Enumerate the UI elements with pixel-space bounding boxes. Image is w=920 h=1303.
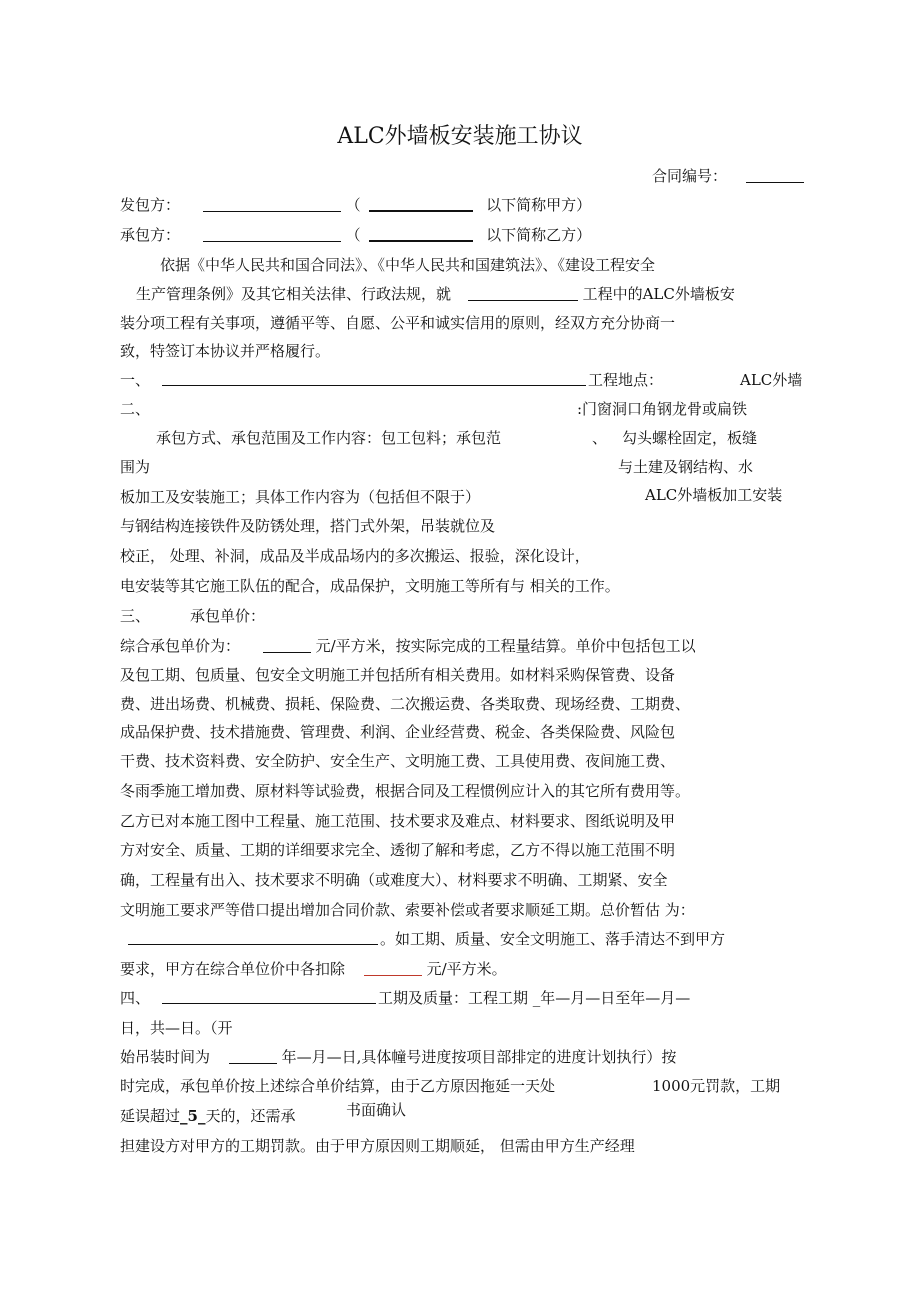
section-3-line-6: 冬雨季施工增加费、原材料等试验费，根据合同及工程惯例应计入的其它所有费用等。	[120, 782, 691, 800]
document-title: ALC外墙板安装施工协议	[337, 124, 583, 149]
deduction-label: 要求，甲方在综合单位价中各扣除	[120, 960, 346, 978]
section-2-line-1: 承包方式、承包范围及工作内容：包工包料；承包范	[156, 429, 502, 447]
section-4-blank	[162, 1003, 376, 1004]
delay-text: 天的，还需承	[205, 1107, 296, 1125]
section-3-title: 承包单价：	[190, 607, 266, 625]
party-a-short-blank	[369, 195, 473, 212]
party-b-name-blank	[203, 226, 341, 242]
intro-line-3: 装分项工程有关事项，遵循平等、自愿、公平和诚实信用的原则，经双方充分协商一	[120, 314, 676, 332]
section-3-line-3: 费、进出场费、机械费、损耗、保险费、二次搬运费、各类取费、现场经费、工期费、	[120, 695, 691, 713]
section-2-line-5: 校正， 处理、补洞，成品及半成品场内的多次搬运、报验，深化设计，	[120, 547, 590, 565]
party-a-label: 发包方：	[120, 196, 181, 214]
section-1-location-label: 工程地点：	[588, 371, 664, 389]
intro-line-2	[136, 284, 735, 304]
section-2-number: 二、	[120, 400, 151, 418]
section-2-line-3: 板加工及安装施工；具体工作内容为（包括但不限于）	[120, 488, 481, 506]
deduction-blank	[364, 960, 422, 976]
section-4-line-4a: 时完成，承包单价按上述综合单价结算，由于乙方原因拖延一天处	[120, 1077, 556, 1095]
section-2-right-1: :门窗洞口角钢龙骨或扁铁	[577, 400, 748, 418]
section-3-line-2: 及包工期、包质量、包安全文明施工并包括所有相关费用。如材料采购保管费、设备	[120, 666, 676, 684]
section-3-line-4: 成品保护费、技术措施费、管理费、利润、企业经营费、税金、各类保险费、风险包	[120, 723, 676, 741]
written-confirmation: 书面确认	[346, 1101, 407, 1119]
party-a-name-blank	[203, 196, 341, 212]
section-3-line-1	[120, 636, 696, 656]
start-time-label: 始吊装时间为	[120, 1048, 211, 1066]
section-3-line-8: 方对安全、质量、工期的详细要求完全、透彻了解和考虑，乙方不得以施工范围不明	[120, 841, 676, 859]
contract-number-blank	[746, 167, 804, 183]
delay-days: _5_	[180, 1107, 206, 1125]
section-2-right-4: ALC外墙板加工安装	[645, 486, 783, 504]
section-3-line-7: 乙方已对本施工图中工程量、施工范围、技术要求及难点、材料要求、图纸说明及甲	[120, 812, 676, 830]
section-2-right-3: 与土建及钢结构、水	[618, 458, 754, 476]
total-price-blank	[128, 944, 378, 945]
contract-number-label: 合同编号：	[652, 167, 728, 185]
section-4-line-3	[120, 1047, 676, 1067]
section-3-number: 三、	[120, 607, 151, 625]
section-4-number: 四、	[120, 989, 151, 1007]
party-a-suffix: 以下简称甲方）	[486, 196, 592, 214]
intro-line-1: 依据《中华人民共和国合同法》、《中华人民共和国建筑法》、《建设工程安全	[160, 256, 656, 274]
section-2-line-4: 与钢结构连接铁件及防锈处理，搭门式外架，吊装就位及	[120, 517, 496, 535]
party-b-short-blank	[369, 225, 473, 242]
start-time-text: 年—月—日,具体幢号进度按项目部排定的进度计划执行）按	[281, 1048, 677, 1066]
section-3-line-12	[120, 959, 507, 979]
intro-line-4: 致，特签订本协议并严格履行。	[120, 342, 331, 360]
section-2-line-2: 围为	[120, 458, 151, 476]
delay-label: 延误超过	[120, 1107, 181, 1125]
intro-line-2a: 生产管理条例》及其它相关法律、行政法规，就	[136, 285, 452, 303]
unit-price-label: 综合承包单价为：	[120, 637, 241, 655]
section-2-right-2: 勾头螺栓固定，板缝	[622, 429, 758, 447]
unit-price-blank	[263, 637, 311, 653]
party-b-line	[120, 225, 591, 245]
party-b-suffix: 以下简称乙方）	[486, 226, 592, 244]
section-1-right-text: ALC外墙	[740, 371, 803, 389]
party-b-label: 承包方：	[120, 226, 181, 244]
section-4-line-5	[120, 1106, 295, 1126]
section-4-line-6: 担建设方对甲方的工期罚款。由于甲方原因则工期顺延， 但需由甲方生产经理	[120, 1137, 635, 1155]
project-name-blank	[468, 285, 578, 301]
section-3-line-5: 干费、技术资料费、安全防护、安全生产、文明施工费、工具使用费、夜间施工费、	[120, 752, 676, 770]
section-4-schedule: 工期及质量：工程工期 _年—月—日至年—月—	[378, 989, 691, 1007]
start-time-blank	[229, 1048, 277, 1064]
section-1-number: 一、	[120, 371, 151, 389]
section-4-line-2: 日，共—日。（开	[120, 1019, 233, 1037]
deduction-unit: 元/平方米。	[426, 960, 507, 978]
party-b-paren: （	[345, 226, 361, 244]
section-2-line-6: 电安装等其它施工队伍的配合，成品保护，文明施工等所有与 相关的工作。	[120, 577, 620, 595]
contract-number-line	[652, 166, 804, 186]
section-3-line-11: 。如工期、质量、安全文明施工、落手清达不到甲方	[380, 930, 726, 948]
section-4-line-4b: 1000元罚款，工期	[652, 1077, 781, 1095]
section-3-line-10: 文明施工要求严等借口提出增加合同价款、索要补偿或者要求顺延工期。总价暂估 为：	[120, 901, 695, 919]
party-a-paren: （	[345, 196, 361, 214]
section-3-line-9: 确，工程量有出入、技术要求不明确（或难度大）、材料要求不明确、工期紧、安全	[120, 871, 668, 889]
section-2-separator: 、	[592, 429, 608, 447]
intro-line-2b: 工程中的ALC外墙板安	[582, 285, 735, 303]
section-1-blank	[162, 385, 586, 386]
unit-price-text: 元/平方米，按实际完成的工程量结算。单价中包括包工以	[315, 637, 696, 655]
party-a-line	[120, 195, 591, 215]
